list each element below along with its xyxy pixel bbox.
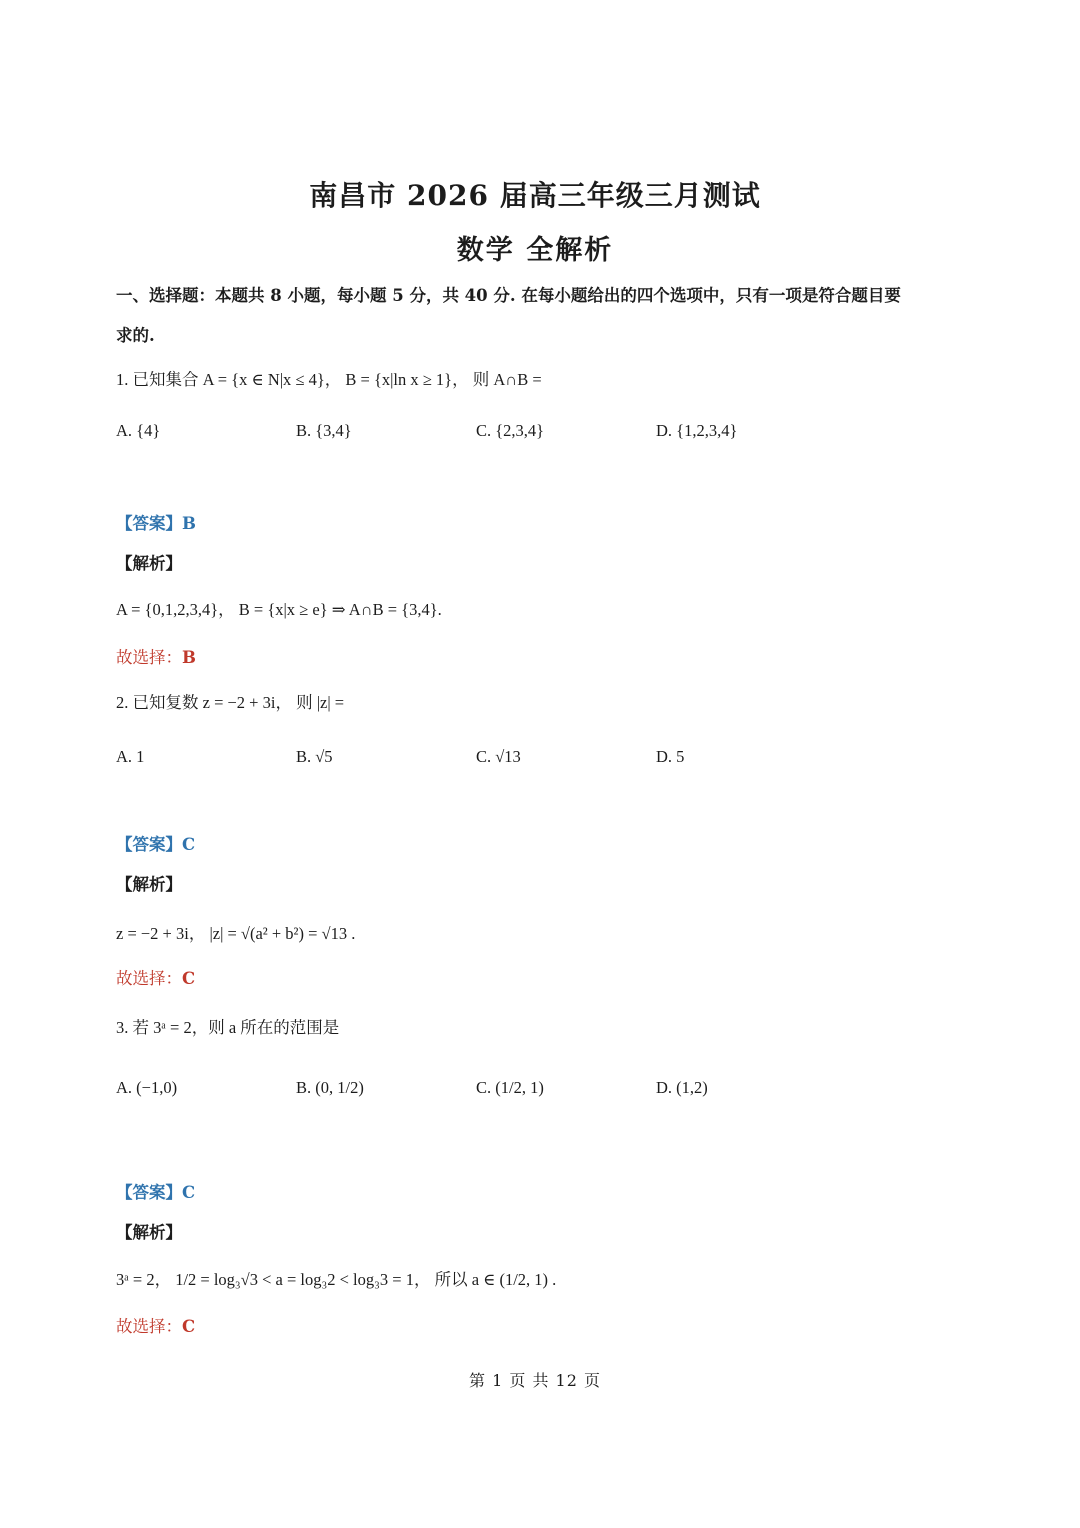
question-3-option-d: D. (1,2) [656,1078,708,1097]
question-1-conclusion [116,644,196,668]
question-3-option-a: A. (−1,0) [116,1078,178,1097]
question-1-conclusion-prefix: 故选择： [116,648,182,667]
question-1-option-d: D. {1,2,3,4} [656,421,738,440]
page-footer: 第 1 页 共 12 页 [469,1371,601,1390]
section-heading-line1: 一、选择题：本题共 8 小题，每小题 5 分，共 40 分. 在每小题给出的四个选项中，只有一项是符合题目要 [116,286,901,305]
question-3-stem: 3. 若 3ᵃ = 2，则 a 所在的范围是 [116,1018,340,1037]
question-2-option-d: D. 5 [656,747,685,766]
question-2-conclusion [116,965,195,989]
question-3-conclusion-prefix: 故选择： [116,1317,182,1336]
question-2-option-a: A. 1 [116,747,145,766]
question-2-option-b: B. √5 [296,747,333,766]
question-3-conclusion [116,1313,195,1337]
question-1-answer: 【答案】B [116,514,196,533]
question-2-option-c: C. √13 [476,747,521,766]
section-heading-line2: 求的. [116,326,155,345]
question-1-option-c: C. {2,3,4} [476,421,545,440]
question-3-answer: 【答案】C [116,1183,196,1202]
question-1-option-a: A. {4} [116,421,161,440]
page-subtitle: 数学 全解析 [456,235,614,266]
question-2-analysis-label: 【解析】 [116,875,182,894]
question-2-analysis: z = −2 + 3i， |z| = √(a² + b²) = √13 . [116,924,356,943]
question-3-analysis: 3ᵃ = 2， 1/2 = log₃√3 < a = log₃2 < log₃3 = 1， 所以 a ∈ (1/2, 1) . [116,1270,557,1289]
question-3-conclusion-letter: C [182,1317,196,1336]
question-3-option-c: C. (1/2, 1) [476,1078,544,1097]
question-1-option-b: B. {3,4} [296,421,352,440]
question-1-stem: 1. 已知集合 A = {x ∈ N|x ≤ 4}， B = {x|ln x ≥ 1}， 则 A∩B = [116,370,542,389]
question-1-conclusion-letter: B [182,648,196,667]
question-2-stem: 2. 已知复数 z = −2 + 3i， 则 |z| = [116,693,345,712]
question-2-conclusion-prefix: 故选择： [116,969,182,988]
question-2-conclusion-letter: C [182,969,196,988]
question-2-answer: 【答案】C [116,835,196,854]
question-1-analysis: A = {0,1,2,3,4}， B = {x|x ≥ e} ⇒ A∩B = {3,4}. [116,600,442,619]
page-title: 南昌市 2026 届高三年级三月测试 [309,179,761,212]
question-3-analysis-label: 【解析】 [116,1223,182,1242]
question-3-option-b: B. (0, 1/2) [296,1078,364,1097]
question-1-analysis-label: 【解析】 [116,554,182,573]
